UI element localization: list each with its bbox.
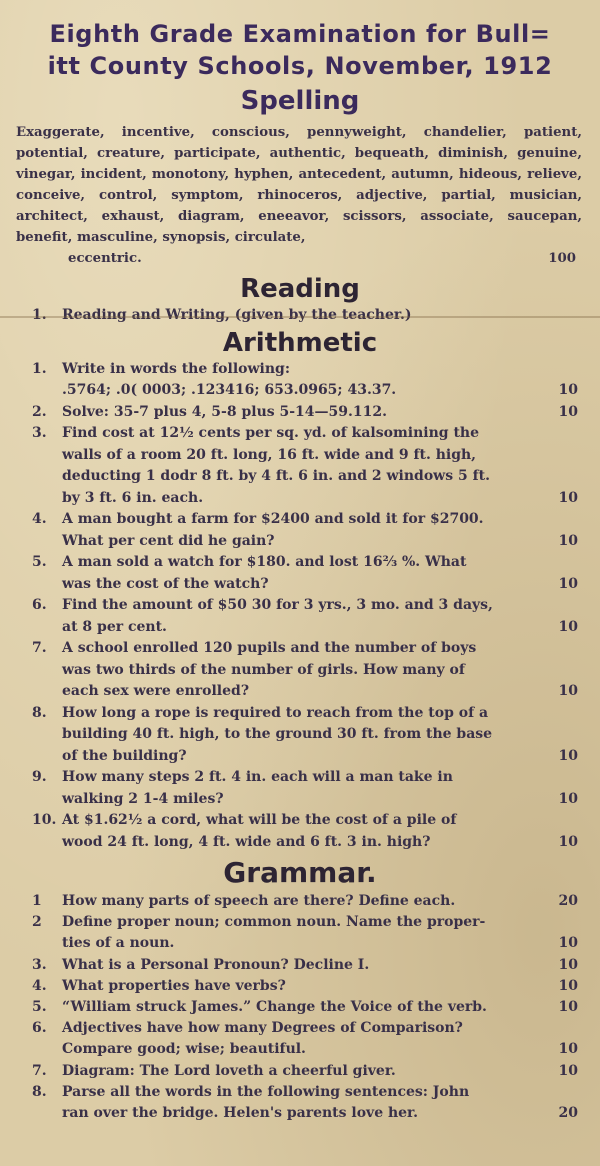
question-points: 10	[558, 977, 578, 994]
spelling-words: Exaggerate, incentive, conscious, pennyweight, chandelier, patient, potential, creature, participate, authentic, bequeath, diminish, genuine, vinegar, incident, monotony, hyphen, antecedent, autumn, hideous, relieve, conceive, control, symptom, rhinoceros, adjective, partial, musician, architect, exhaust, diagram, eneeavor, scissors, associate, saucepan, benefit, masculine, synopsis, circulate,	[16, 125, 582, 245]
question-points: 10	[558, 935, 578, 952]
question-points: 10	[558, 382, 578, 398]
question-text	[62, 976, 538, 997]
question-text	[62, 767, 538, 810]
question-number: 10.	[32, 812, 57, 828]
question-line: building 40 ft. high, to the ground 30 ft. from the base	[62, 726, 493, 742]
question-points: 10	[558, 999, 578, 1016]
question-number: 8.	[32, 704, 47, 721]
question-item	[14, 912, 586, 954]
question-text	[62, 423, 538, 509]
question-number: 6.	[32, 1020, 47, 1037]
question-line: Parse all the words in the following sentences: John	[62, 1083, 470, 1100]
question-line: deducting 1 dodr 8 ft. by 4 ft. 6 in. and 2 windows 5 ft.	[62, 468, 490, 484]
question-line: .5764; .0( 0003; .123416; 653.0965; 43.37.	[62, 382, 397, 398]
spelling-last-line	[16, 248, 582, 269]
question-text	[62, 810, 538, 853]
question-line: What per cent did he gain?	[62, 532, 275, 549]
question-line: of the building?	[62, 747, 187, 764]
question-item	[14, 359, 586, 402]
question-number: 4.	[32, 977, 47, 994]
question-line: was the cost of the watch?	[62, 575, 269, 592]
question-line: Adjectives have how many Degrees of Comparison?	[62, 1020, 463, 1037]
question-number: 8.	[32, 1083, 47, 1100]
question-line: walking 2 1-4 miles?	[62, 790, 224, 807]
question-line: Define proper noun; common noun. Name the proper-	[62, 914, 486, 931]
question-item	[14, 509, 586, 552]
question-points: 10	[558, 532, 578, 549]
question-item	[14, 767, 586, 810]
question-text	[62, 509, 538, 552]
spelling-points: 100	[548, 251, 576, 266]
question-points: 10	[558, 833, 578, 850]
question-points: 10	[558, 747, 578, 764]
question-points: 10	[558, 1062, 578, 1079]
question-item	[14, 997, 586, 1018]
question-points: 10	[558, 489, 578, 506]
question-points: 10	[558, 683, 578, 699]
question-number: 7.	[32, 640, 47, 656]
question-text	[62, 1082, 538, 1124]
question-text	[62, 638, 538, 703]
question-line: was two thirds of the number of girls. How many of	[62, 661, 465, 678]
question-line: How long a rope is required to reach from the top of a	[62, 704, 489, 721]
question-line: by 3 ft. 6 in. each.	[62, 489, 204, 506]
question-item	[14, 552, 586, 595]
question-number: 4.	[32, 511, 47, 527]
paper-fold-line	[0, 316, 600, 318]
spelling-word-list	[16, 122, 582, 269]
question-item	[14, 976, 586, 997]
question-number: 1	[32, 893, 42, 909]
arithmetic-questions	[14, 359, 586, 854]
question-text	[62, 912, 538, 954]
question-line: walls of a room 20 ft. long, 16 ft. wide and 9 ft. high,	[62, 446, 477, 463]
question-item	[14, 638, 586, 703]
question-points: 10	[558, 790, 578, 807]
question-line: Find cost at 12½ cents per sq. yd. of kalsomining the	[62, 425, 479, 441]
section-heading-spelling: Spelling	[240, 86, 360, 116]
question-line: “William struck James.” Change the Voice of the verb.	[62, 999, 487, 1016]
section-heading-arithmetic: Arithmetic	[222, 327, 378, 358]
question-line: What is a Personal Pronoun? Decline I.	[62, 956, 370, 973]
question-item	[14, 891, 586, 912]
spelling-last-word: eccentric.	[68, 251, 142, 266]
question-line: What properties have verbs?	[62, 977, 286, 994]
question-line: A school enrolled 120 pupils and the number of boys	[62, 640, 477, 656]
question-text	[62, 552, 538, 595]
question-number: 7.	[32, 1062, 47, 1079]
question-line: A man sold a watch for $180. and lost 16⅔ %. What	[62, 554, 467, 570]
question-number: 5.	[32, 554, 47, 570]
question-points: 20	[558, 1105, 578, 1122]
question-number: 6.	[32, 597, 47, 613]
question-number: 1.	[32, 360, 47, 377]
question-item	[14, 703, 586, 768]
question-text	[62, 1018, 538, 1060]
question-text	[62, 402, 538, 424]
question-text	[62, 359, 538, 402]
question-text	[62, 997, 538, 1018]
question-item	[14, 423, 586, 509]
question-points: 10	[558, 575, 578, 592]
question-points: 20	[558, 893, 578, 909]
question-number: 1.	[32, 307, 47, 323]
question-points: 10	[558, 1041, 578, 1058]
question-item	[14, 1082, 586, 1124]
grammar-questions	[14, 891, 586, 1124]
question-line: Reading and Writing, (given by the teacher.)	[62, 307, 412, 323]
question-line: wood 24 ft. long, 4 ft. wide and 6 ft. 3 in. high?	[62, 833, 431, 850]
question-text	[62, 703, 538, 768]
question-points: 10	[558, 403, 578, 420]
question-points: 10	[558, 956, 578, 973]
title-line: Eighth Grade Examination for Bull=	[49, 20, 551, 48]
question-item	[14, 955, 586, 976]
question-item	[14, 595, 586, 638]
question-text	[62, 891, 538, 912]
question-line: Solve: 35-7 plus 4, 5-8 plus 5-14—59.112.	[62, 403, 387, 420]
question-item	[14, 402, 586, 424]
section-heading-grammar: Grammar.	[223, 856, 377, 889]
question-number: 9.	[32, 769, 47, 785]
question-line: Compare good; wise; beautiful.	[62, 1041, 306, 1058]
question-line: ties of a noun.	[62, 935, 175, 952]
question-line: How many steps 2 ft. 4 in. each will a man take in	[62, 769, 453, 785]
question-text	[62, 1061, 538, 1082]
question-line: A man bought a farm for $2400 and sold it for $2700.	[62, 511, 484, 527]
question-line: ran over the bridge. Helen's parents love her.	[62, 1105, 419, 1122]
question-number: 5.	[32, 999, 47, 1016]
question-number: 3.	[32, 956, 47, 973]
question-line: Write in words the following:	[62, 360, 290, 377]
question-points: 10	[558, 618, 578, 635]
question-item	[14, 810, 586, 853]
question-number: 2.	[32, 403, 47, 420]
question-text	[62, 595, 538, 638]
section-heading-reading: Reading	[240, 274, 360, 304]
question-item	[14, 1018, 586, 1060]
question-item	[14, 1061, 586, 1082]
title-line: itt County Schools, November, 1912	[47, 52, 553, 80]
question-line: Find the amount of $50 30 for 3 yrs., 3 mo. and 3 days,	[62, 597, 493, 613]
exam-title	[14, 18, 586, 82]
question-number: 2	[32, 914, 42, 931]
question-text	[62, 955, 538, 976]
question-line: each sex were enrolled?	[62, 683, 250, 699]
question-line: How many parts of speech are there? Define each.	[62, 893, 456, 909]
question-line: At $1.62½ a cord, what will be the cost of a pile of	[62, 812, 457, 828]
question-line: Diagram: The Lord loveth a cheerful giver.	[62, 1062, 396, 1079]
question-line: at 8 per cent.	[62, 618, 167, 635]
question-number: 3.	[32, 425, 47, 441]
